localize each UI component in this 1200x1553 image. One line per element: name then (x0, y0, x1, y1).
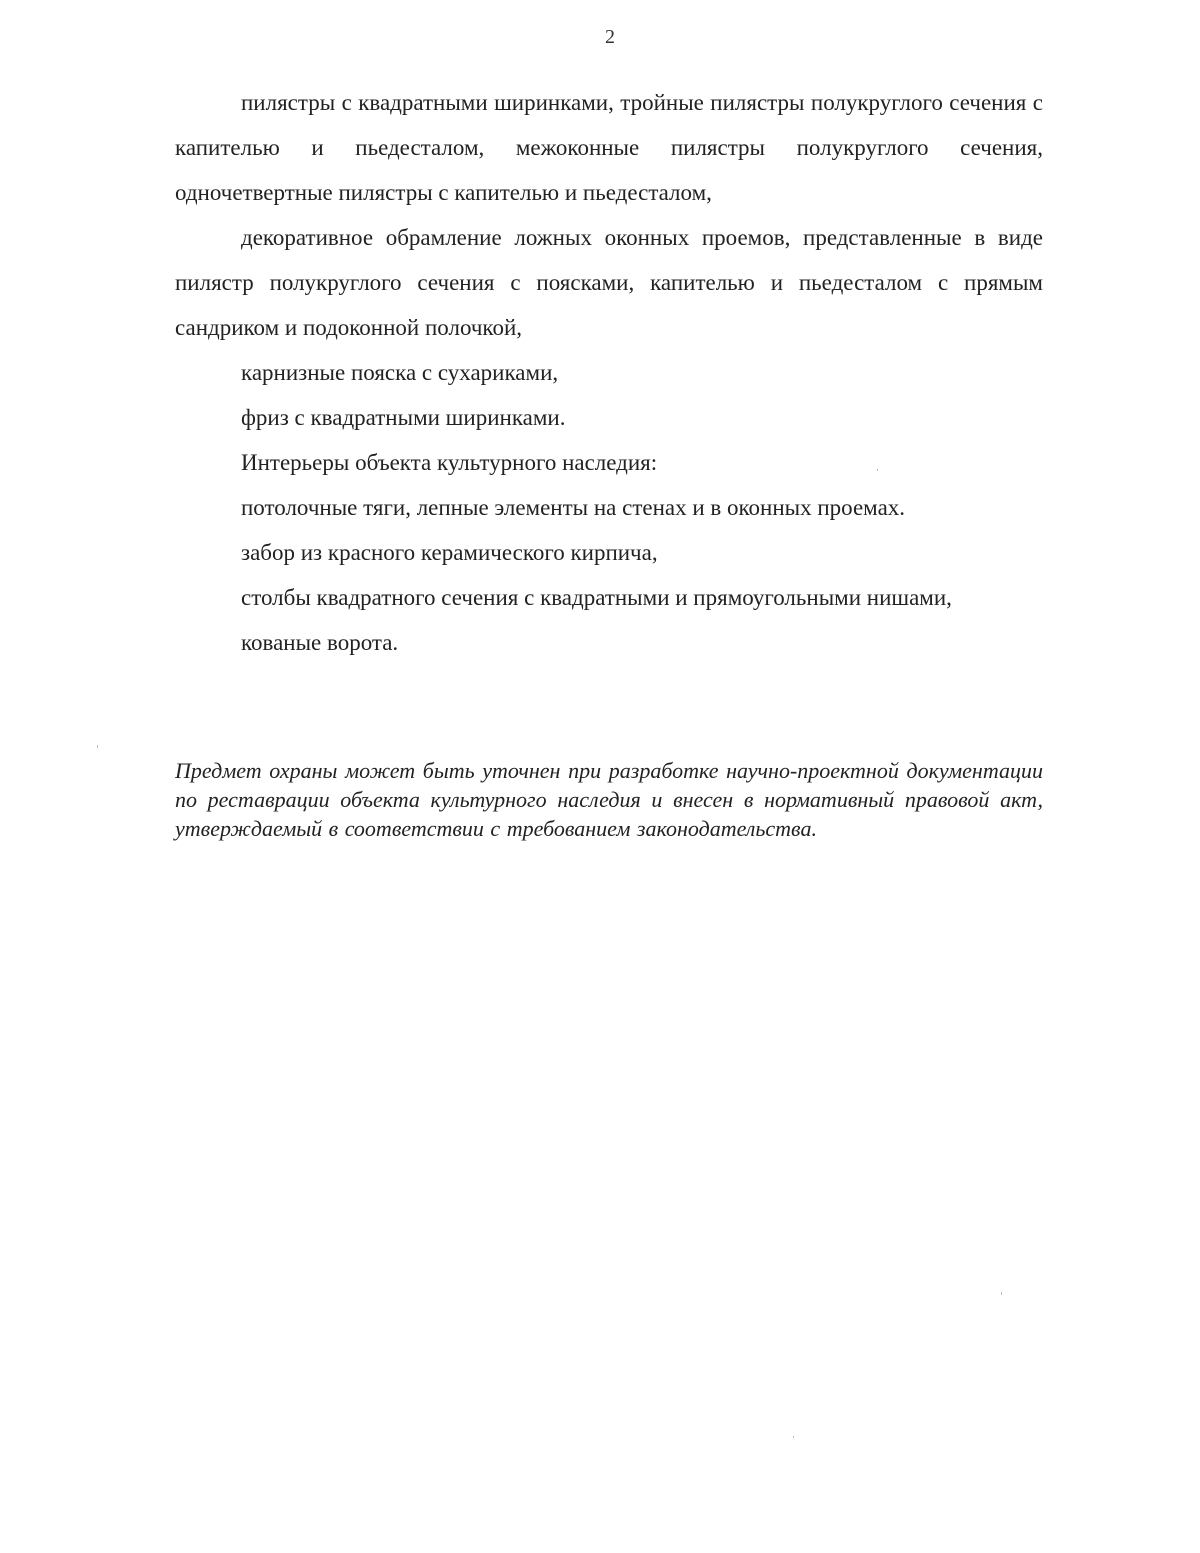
paragraph-pillars: столбы квадратного сечения с квадратными и прямоугольными нишами, (241, 585, 952, 610)
paragraph-gates: кованые ворота. (241, 630, 399, 655)
page-number: 2 (605, 26, 615, 48)
paragraph-fence: забор из красного керамического кирпича, (241, 540, 658, 565)
scan-speck (97, 745, 98, 748)
paragraph-frieze: фриз с квадратными ширинками. (241, 405, 566, 430)
paragraph-cornice-belts: карнизные пояска с сухариками, (241, 360, 559, 385)
document-body (175, 80, 1043, 665)
paragraph-ceiling-moldings: потолочные тяги, лепные элементы на стенах и в оконных проемах. (241, 495, 906, 520)
paragraph-window-framing: декоративное обрамление ложных оконных проемов, представленные в виде пилястр полукруглого сечения с поясками, капителью и пьедесталом с прямым сандриком и подоконной полочкой, (175, 225, 1043, 340)
paragraph-interiors-heading: Интерьеры объекта культурного наследия: (241, 450, 658, 475)
scan-speck (1001, 1292, 1002, 1295)
protection-note: Предмет охраны может быть уточнен при разработке научно-проектной документации по реставрации объекта культурного наследия и внесен в нормативный правовой акт, утверждаемый в соответствии с требованием законодательства. (175, 758, 1043, 841)
scan-speck (793, 1436, 794, 1438)
paragraph-pilasters: пилястры с квадратными ширинками, тройные пилястры полукруглого сечения с капителью и пьедесталом, межоконные пилястры полукруглого сечения, одночетвертные пилястры с капителью и пьедесталом, (175, 90, 1043, 205)
scan-speck (877, 469, 878, 471)
